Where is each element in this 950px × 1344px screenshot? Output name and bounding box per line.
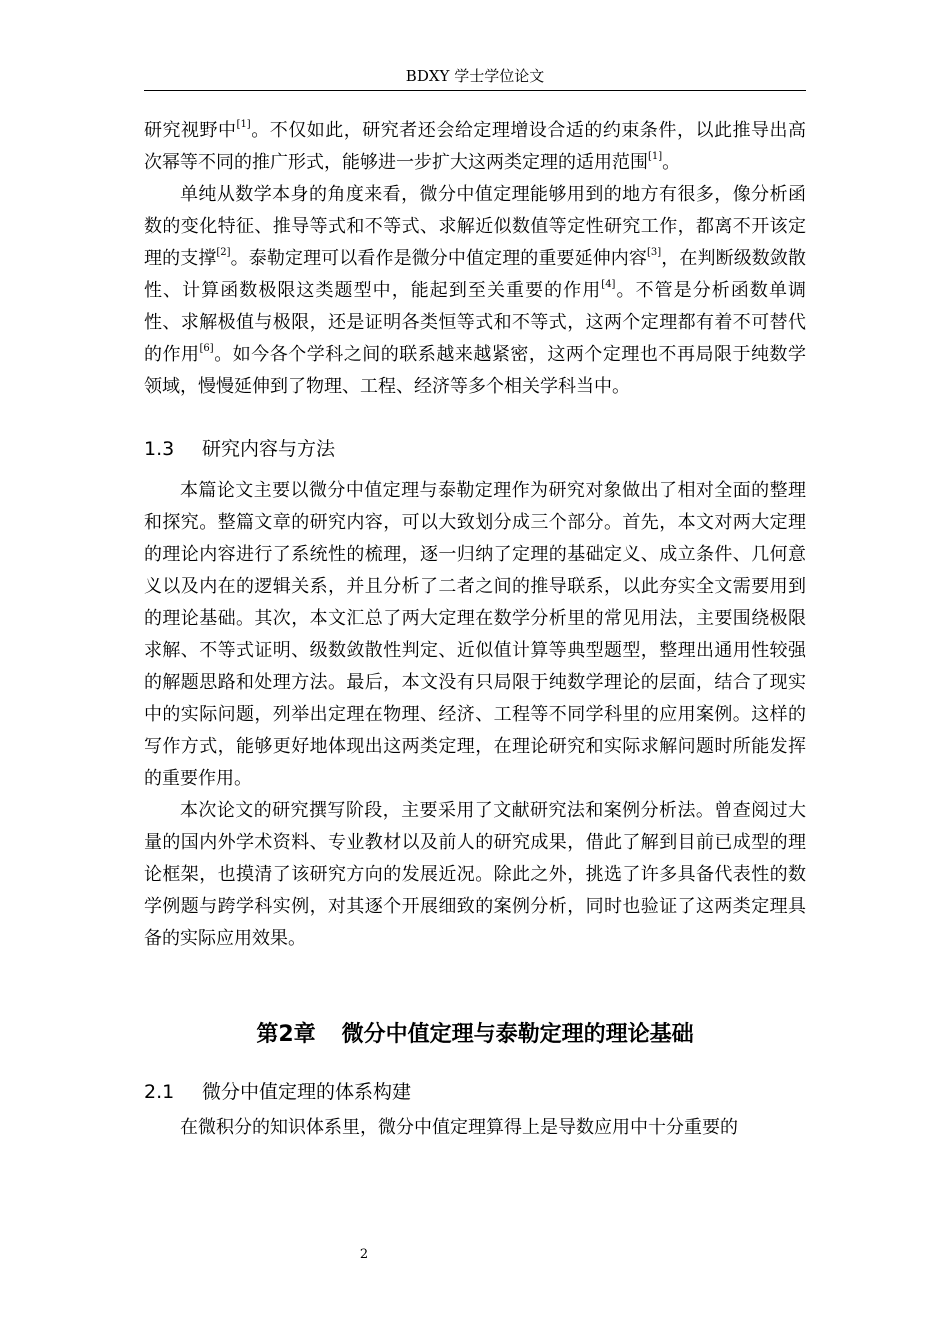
header-rule [144, 90, 806, 91]
section-heading-1-3 [144, 433, 806, 465]
citation: [4] [601, 279, 616, 290]
paragraph-research-content: 本篇论文主要以微分中值定理与泰勒定理作为研究对象做出了相对全面的整理和探究。整篇文章的研究内容，可以大致划分成三个部分。首先，本文对两大定理的理论内容进行了系统性的梳理，逐一归纳了定理的基础定义、成立条件、几何意义以及内在的逻辑关系，并且分析了二者之间的推导联系，以此夯实全文需要用到的理论基础。其次，本文汇总了两大定理在数学分析里的常见用法，主要围绕极限求解、不等式证明、级数敛散性判定、近似值计算等典型题型，整理出通用性较强的解题思路和处理方法。最后，本文没有只局限于纯数学理论的层面，结合了现实中的实际问题，列举出定理在物理、经济、工程等不同学科里的应用案例。这样的写作方式，能够更好地体现出这两类定理，在理论研究和实际求解问题时所能发挥的重要作用。 [144, 480, 806, 789]
paragraph-text: 单纯从数学本身的角度来看，微分中值定理能够用到的地方有很多，像分析函数的变化特征、推导等式和不等式、求解近似数值等定性研究工作，都离不开该定理的支撑 [144, 184, 806, 269]
paragraph-text: 研究视野中 [144, 120, 237, 141]
citation: [6] [199, 343, 214, 354]
paragraph-continued [144, 115, 806, 179]
paragraph-text: ，在判断级数敛散性、计算函数极限这类题型中，能起到至关重要的作用 [144, 248, 806, 301]
paragraph-text: 。不仅如此，研究者还会给定理增设合适的约束条件，以此推导出高次幂等不同的推广形式，能够进一步扩大这两类定理的适用范围 [144, 120, 806, 173]
paragraph-text: 。如今各个学科之间的联系越来越紧密，这两个定理也不再局限于纯数学领域，慢慢延伸到了物理、工程、经济等多个相关学科当中。 [144, 344, 806, 397]
paragraph-math-applications [144, 179, 806, 403]
citation: [1] [648, 151, 663, 162]
paragraph-text: 。不管是分析函数单调性、求解极值与极限，还是证明各类恒等式和不等式，这两个定理都有着不可替代的作用 [144, 280, 807, 365]
page-body [144, 115, 806, 1144]
citation: [3] [647, 247, 662, 258]
section-number: 2.1 [144, 1081, 175, 1103]
paragraph-text: 。泰勒定理可以看作是微分中值定理的重要延伸内容 [230, 248, 648, 269]
citation: [2] [216, 247, 231, 258]
page-number: 2 [359, 1247, 369, 1262]
section-title: 研究内容与方法 [202, 438, 336, 460]
paragraph-mvt-intro: 在微积分的知识体系里，微分中值定理算得上是导数应用中十分重要的 [180, 1117, 738, 1138]
section-number: 1.3 [144, 438, 175, 460]
section-title: 微分中值定理的体系构建 [202, 1081, 412, 1103]
chapter-heading-2 [144, 1019, 806, 1051]
running-header: BDXY 学士学位论文 [405, 67, 545, 85]
paragraph-text: 。 [662, 152, 681, 173]
paragraph-research-method: 本次论文的研究撰写阶段，主要采用了文献研究法和案例分析法。曾查阅过大量的国内外学术资料、专业教材以及前人的研究成果，借此了解到目前已成型的理论框架，也摸清了该研究方向的发展近况。除此之外，挑选了许多具备代表性的数学例题与跨学科实例，对其逐个开展细致的案例分析，同时也验证了这两类定理具备的实际应用效果。 [144, 800, 806, 949]
citation: [1] [236, 119, 251, 130]
section-heading-2-1 [144, 1076, 806, 1108]
chapter-number: 第2章 [256, 1022, 316, 1047]
chapter-title: 微分中值定理与泰勒定理的理论基础 [341, 1022, 694, 1047]
